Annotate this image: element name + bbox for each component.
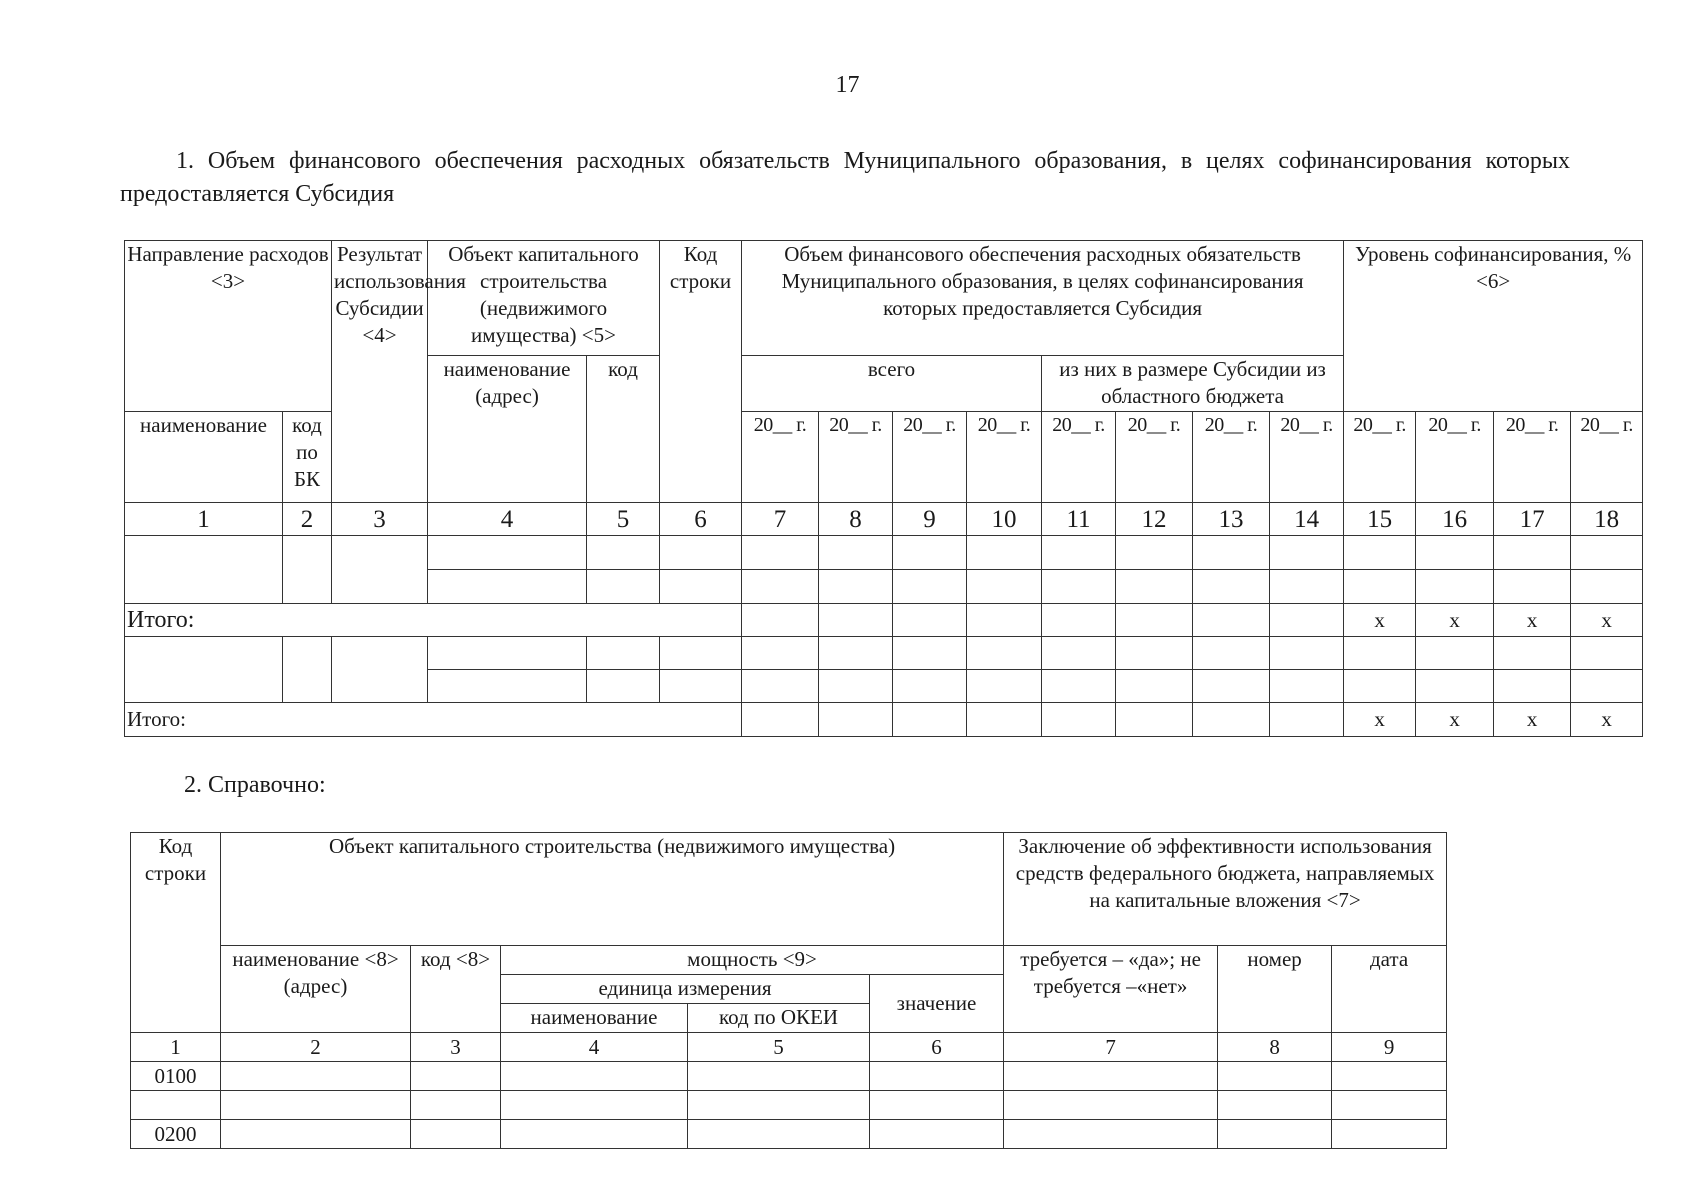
header-year: 20__ г. (893, 412, 967, 503)
data-cell (742, 570, 819, 604)
data-cell (1270, 570, 1344, 604)
data-cell (819, 570, 893, 604)
data-cell (411, 1120, 501, 1149)
ref-header-okei-code: код по ОКЕИ (688, 1004, 870, 1033)
header-level: Уровень софинансирования, % <6> (1344, 241, 1643, 412)
data-cell (819, 670, 893, 703)
data-cell (870, 1062, 1004, 1091)
data-cell (1270, 536, 1344, 570)
header-year: 20__ г. (1494, 412, 1571, 503)
section2-title: 2. Справочно: (184, 772, 326, 798)
column-number: 9 (1332, 1033, 1447, 1062)
table-row (131, 1091, 1447, 1120)
data-cell (1218, 1062, 1332, 1091)
data-cell (819, 536, 893, 570)
column-number: 12 (1116, 503, 1193, 536)
data-cell (967, 604, 1042, 637)
data-cell (1042, 670, 1116, 703)
ref-header-unit-name: наименование (501, 1004, 688, 1033)
data-cell (1116, 536, 1193, 570)
data-cell (1116, 670, 1193, 703)
row-code-cell (660, 637, 742, 670)
object-code-cell (587, 570, 660, 604)
column-number: 6 (660, 503, 742, 536)
data-cell (819, 703, 893, 737)
data-cell (1004, 1091, 1218, 1120)
column-number: 9 (893, 503, 967, 536)
column-number: 3 (411, 1033, 501, 1062)
data-cell (1332, 1120, 1447, 1149)
ref-header-number: номер (1218, 946, 1332, 1033)
header-object-name: наименование (адрес) (428, 356, 587, 503)
section1-title (120, 145, 1570, 211)
data-cell (1042, 536, 1116, 570)
data-cell (1042, 604, 1116, 637)
data-cell (1270, 670, 1344, 703)
data-cell (1042, 703, 1116, 737)
x-mark: x (1416, 604, 1494, 637)
data-cell (1116, 703, 1193, 737)
data-cell (742, 604, 819, 637)
object-name-cell (428, 670, 587, 703)
x-mark: x (1571, 703, 1643, 737)
table-row (125, 637, 1643, 670)
data-cell (893, 604, 967, 637)
column-number: 8 (819, 503, 893, 536)
ref-header-date: дата (1332, 946, 1447, 1033)
object-name-cell (428, 637, 587, 670)
header-year: 20__ г. (1042, 412, 1116, 503)
data-cell (1193, 703, 1270, 737)
data-cell (221, 1120, 411, 1149)
row-code-cell (660, 670, 742, 703)
total-label: Итого: (125, 604, 742, 637)
ref-header-capacity: мощность <9> (501, 946, 1004, 975)
header-direction-code: код по БК (283, 412, 332, 503)
data-cell (893, 703, 967, 737)
ref-header-code: код <8> (411, 946, 501, 1033)
data-cell (1270, 604, 1344, 637)
row-code: 0200 (131, 1120, 221, 1149)
data-cell (742, 536, 819, 570)
data-cell (688, 1120, 870, 1149)
header-object: Объект капитального строительства (недвижимого имущества) <5> (428, 241, 660, 356)
data-cell (688, 1091, 870, 1120)
x-mark: x (1344, 604, 1416, 637)
column-number: 7 (742, 503, 819, 536)
header-row-code: Код строки (660, 241, 742, 503)
data-cell (967, 670, 1042, 703)
column-number: 3 (332, 503, 428, 536)
object-name-cell (428, 570, 587, 604)
column-number: 15 (1344, 503, 1416, 536)
x-mark: x (1344, 703, 1416, 737)
header-volume: Объем финансового обеспечения расходных обязательств Муниципального образования, в целях софинансирования которых предоставляется Субсидия (742, 241, 1344, 356)
column-number: 5 (688, 1033, 870, 1062)
data-cell (1344, 670, 1416, 703)
header-year: 20__ г. (819, 412, 893, 503)
column-number: 10 (967, 503, 1042, 536)
data-cell (1332, 1062, 1447, 1091)
result-cell (332, 637, 428, 703)
column-number: 2 (283, 503, 332, 536)
column-number: 14 (1270, 503, 1344, 536)
data-cell (1116, 570, 1193, 604)
data-cell (411, 1091, 501, 1120)
column-number: 16 (1416, 503, 1494, 536)
column-number: 5 (587, 503, 660, 536)
column-number: 4 (501, 1033, 688, 1062)
column-number: 6 (870, 1033, 1004, 1062)
ref-column-number-row (131, 1033, 1447, 1062)
data-cell (1571, 570, 1643, 604)
column-number: 2 (221, 1033, 411, 1062)
data-cell (1218, 1091, 1332, 1120)
data-cell (1004, 1062, 1218, 1091)
result-cell (332, 536, 428, 604)
data-cell (501, 1120, 688, 1149)
column-number: 1 (125, 503, 283, 536)
data-cell (967, 637, 1042, 670)
ref-header-unit: единица измерения (501, 975, 870, 1004)
direction-name-cell (125, 536, 283, 604)
column-number: 11 (1042, 503, 1116, 536)
data-cell (1193, 670, 1270, 703)
data-cell (1042, 637, 1116, 670)
header-year: 20__ г. (1571, 412, 1643, 503)
data-cell (742, 670, 819, 703)
header-direction-name: наименование (125, 412, 283, 503)
header-year: 20__ г. (1116, 412, 1193, 503)
column-number: 18 (1571, 503, 1643, 536)
header-year: 20__ г. (742, 412, 819, 503)
data-cell (411, 1062, 501, 1091)
header-year: 20__ г. (1416, 412, 1494, 503)
data-cell (819, 604, 893, 637)
ref-header-name: наименование <8> (адрес) (221, 946, 411, 1033)
data-cell (1571, 637, 1643, 670)
row-code: 0100 (131, 1062, 221, 1091)
object-code-cell (587, 637, 660, 670)
data-cell (221, 1062, 411, 1091)
data-cell (1193, 536, 1270, 570)
direction-code-cell (283, 637, 332, 703)
table-row (131, 1120, 1447, 1149)
data-cell (1494, 670, 1571, 703)
data-cell (1193, 637, 1270, 670)
x-mark: x (1494, 703, 1571, 737)
ref-header-conclusion: Заключение об эффективности использования средств федерального бюджета, направляемых на капитальные вложения <7> (1004, 833, 1447, 946)
data-cell (870, 1120, 1004, 1149)
header-result: Результат использования Субсидии <4> (332, 241, 428, 503)
column-number: 4 (428, 503, 587, 536)
data-cell (893, 637, 967, 670)
data-cell (1193, 570, 1270, 604)
data-cell (1042, 570, 1116, 604)
data-cell (1116, 604, 1193, 637)
data-cell (1344, 536, 1416, 570)
header-total: всего (742, 356, 1042, 412)
object-code-cell (587, 536, 660, 570)
data-cell (742, 637, 819, 670)
data-cell (1494, 637, 1571, 670)
direction-name-cell (125, 637, 283, 703)
data-cell (893, 536, 967, 570)
total-row (125, 604, 1643, 637)
data-cell (501, 1091, 688, 1120)
data-cell (967, 536, 1042, 570)
table-row (125, 536, 1643, 570)
total-label: Итого: (125, 703, 742, 737)
financing-volume-table (124, 240, 1643, 737)
header-direction-space (125, 356, 332, 412)
data-cell (501, 1062, 688, 1091)
header-direction: Направление расходов <3> (125, 241, 332, 356)
data-cell (1193, 604, 1270, 637)
ref-header-value: значение (870, 975, 1004, 1033)
data-cell (1416, 536, 1494, 570)
column-number: 7 (1004, 1033, 1218, 1062)
ref-header-row-code: Код строки (131, 833, 221, 1033)
data-cell (1344, 570, 1416, 604)
header-year: 20__ г. (1344, 412, 1416, 503)
data-cell (1270, 637, 1344, 670)
data-cell (1332, 1091, 1447, 1120)
data-cell (1344, 637, 1416, 670)
data-cell (1416, 637, 1494, 670)
total-row (125, 703, 1643, 737)
row-code-cell (660, 536, 742, 570)
x-mark: x (1416, 703, 1494, 737)
table-row (131, 1062, 1447, 1091)
data-cell (1571, 670, 1643, 703)
header-object-code: код (587, 356, 660, 503)
header-year: 20__ г. (1270, 412, 1344, 503)
data-cell (742, 703, 819, 737)
data-cell (1116, 637, 1193, 670)
column-number-row (125, 503, 1643, 536)
data-cell (870, 1091, 1004, 1120)
ref-header-required: требуется – «да»; не требуется –«нет» (1004, 946, 1218, 1033)
header-of-which: из них в размере Субсидии из областного бюджета (1042, 356, 1344, 412)
data-cell (893, 670, 967, 703)
x-mark: x (1571, 604, 1643, 637)
header-year: 20__ г. (967, 412, 1042, 503)
header-year: 20__ г. (1193, 412, 1270, 503)
data-cell (221, 1091, 411, 1120)
data-cell (1416, 670, 1494, 703)
page-number: 17 (835, 72, 860, 98)
direction-code-cell (283, 536, 332, 604)
data-cell (1494, 570, 1571, 604)
data-cell (1004, 1120, 1218, 1149)
data-cell (1270, 703, 1344, 737)
data-cell (1571, 536, 1643, 570)
x-mark: x (1494, 604, 1571, 637)
reference-table (130, 832, 1447, 1149)
data-cell (967, 570, 1042, 604)
object-name-cell (428, 536, 587, 570)
ref-header-object: Объект капитального строительства (недвижимого имущества) (221, 833, 1004, 946)
column-number: 13 (1193, 503, 1270, 536)
row-code-cell (660, 570, 742, 604)
column-number: 1 (131, 1033, 221, 1062)
data-cell (131, 1091, 221, 1120)
data-cell (688, 1062, 870, 1091)
data-cell (1218, 1120, 1332, 1149)
data-cell (1416, 570, 1494, 604)
section1-text: Объем финансового обеспечения расходных обязательств Муниципального образования, в целях софинансирования которых предоставляется Субсидия (120, 148, 1570, 207)
data-cell (893, 570, 967, 604)
section1-number: 1. (176, 148, 194, 174)
column-number: 17 (1494, 503, 1571, 536)
data-cell (967, 703, 1042, 737)
data-cell (819, 637, 893, 670)
object-code-cell (587, 670, 660, 703)
column-number: 8 (1218, 1033, 1332, 1062)
data-cell (1494, 536, 1571, 570)
